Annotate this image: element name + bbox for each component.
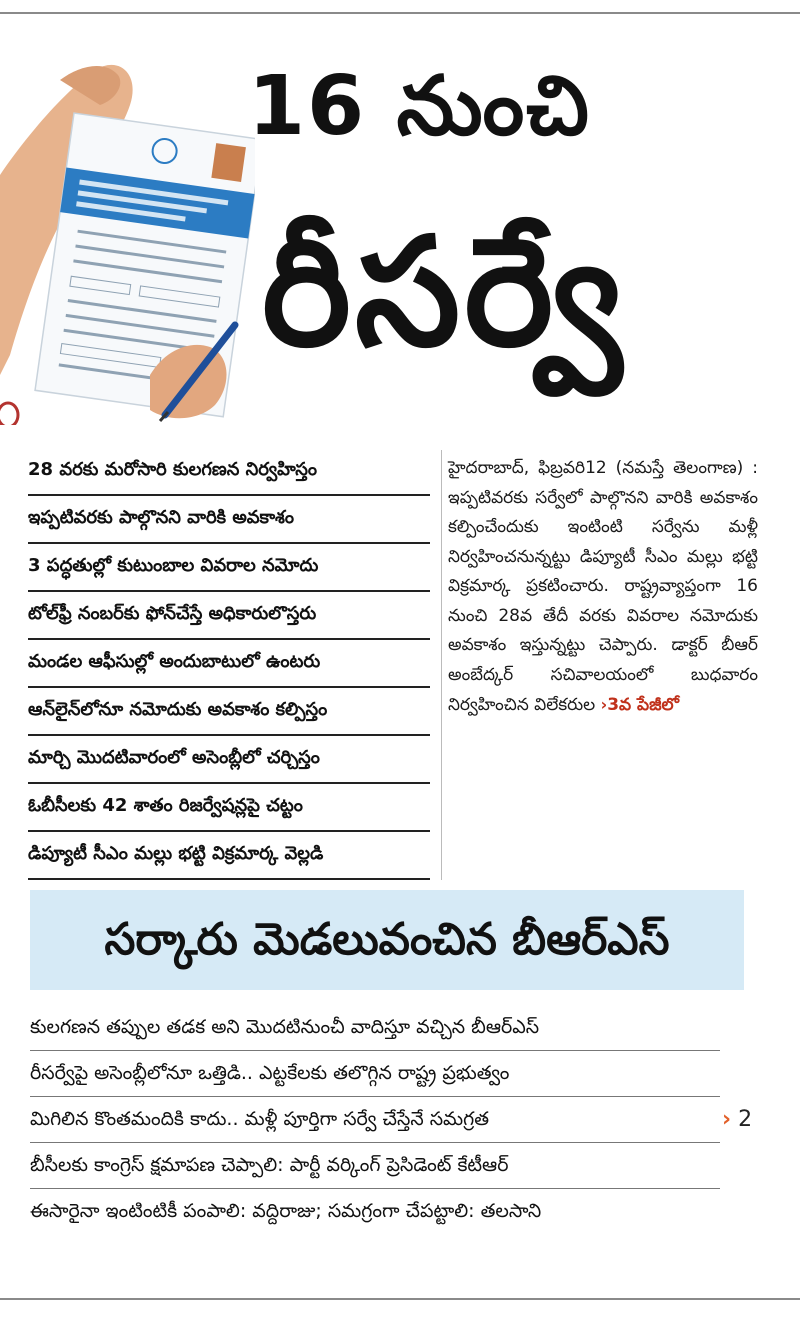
bottom-rule: [0, 1298, 800, 1300]
key-point: మండల ఆఫీసుల్లో అందుబాటులో ఉంటరు: [28, 640, 430, 688]
page-number: 2: [738, 1107, 753, 1132]
page-reference[interactable]: [722, 1105, 782, 1135]
brs-banner: [30, 890, 744, 990]
headline-line1: 16 నుంచి: [248, 59, 591, 154]
brs-point: బీసీలకు కాంగ్రెస్ క్షమాపణ చెప్పాలి: పార్టీ వర్కింగ్ ప్రెసిడెంట్ కేటీఆర్: [30, 1143, 720, 1189]
chevron-right-icon: ›: [600, 695, 608, 714]
key-points-list: [28, 448, 430, 880]
chevron-right-icon: ›: [722, 1107, 732, 1132]
brs-point: మిగిలిన కొంతమందికి కాదు.. మళ్లీ పూర్తిగా సర్వే చేస్తేనే సమగ్రత: [30, 1097, 720, 1143]
top-rule: [0, 12, 800, 14]
key-point: 3 పద్ధతుల్లో కుటుంబాల వివరాల నమోదు: [28, 544, 430, 592]
column-divider: [441, 450, 442, 880]
key-point: ఆన్‌లైన్‌లోనూ నమోదుకు అవకాశం కల్పిస్తం: [28, 688, 430, 736]
key-point: డిప్యూటీ సీఎం మల్లు భట్టి విక్రమార్క వెల్లడి: [28, 832, 430, 880]
banner-title: సర్కారు మెడలువంచిన బీఆర్‌ఎస్: [104, 914, 670, 965]
key-point: టోల్‌ఫ్రీ నంబర్‌కు ఫోన్‌చేస్తే అధికారులొస్తరు: [28, 592, 430, 640]
survey-form-photo-icon: [0, 55, 255, 425]
continued-link[interactable]: [601, 695, 679, 715]
brs-point: ఈసారైనా ఇంటింటికీ పంపాలి: వద్దిరాజు; సమగ్రంగా చేపట్టాలి: తలసాని: [30, 1200, 542, 1222]
headline-line2: రీసర్వే: [262, 206, 626, 380]
key-point: ఇప్పటివరకు పాల్గొనని వారికి అవకాశం: [28, 496, 430, 544]
article-text: హైదరాబాద్, ఫిబ్రవరి12 (నమస్తే తెలంగాణ) : ఇప్పటివరకు సర్వేలో పాల్గొనని వారికి అవకాశం కల్పించేందుకు ఇంటింటి సర్వేను మళ్లీ నిర్వహించనున్నట్టు డిప్యూటీ సీఎం మల్లు భట్టి విక్రమార్క ప్రకటించారు. రాష్ట్రవ్యాప్తంగా 16 నుంచి 28వ తేదీ వరకు వివరాల నమోదుకు అవకాశం ఇస్తున్నట్టు చెప్పారు. డాక్టర్ బీఆర్ అంబేద్కర్ సచివాలయంలో బుధవారం నిర్వహించిన విలేకరుల: [448, 458, 758, 715]
key-point: 28 వరకు మరోసారి కులగణన నిర్వహిస్తం: [28, 448, 430, 496]
brs-point: కులగణన తప్పుల తడక అని మొదటినుంచీ వాదిస్తూ వచ్చిన బీఆర్‌ఎస్: [30, 1005, 720, 1051]
article-body: [448, 454, 758, 721]
key-point: ఓబీసీలకు 42 శాతం రిజర్వేషన్లపై చట్టం: [28, 784, 430, 832]
brs-point: రీసర్వేపై అసెంబ్లీలోనూ ఒత్తిడి.. ఎట్టకేలకు తలొగ్గిన రాష్ట్ర ప్రభుత్వం: [30, 1051, 720, 1097]
key-point: మార్చి మొదటివారంలో అసెంబ్లీలో చర్చిస్తం: [28, 736, 430, 784]
continued-label: 3వ పేజీలో: [607, 695, 680, 715]
brs-points-list: [30, 1005, 720, 1235]
